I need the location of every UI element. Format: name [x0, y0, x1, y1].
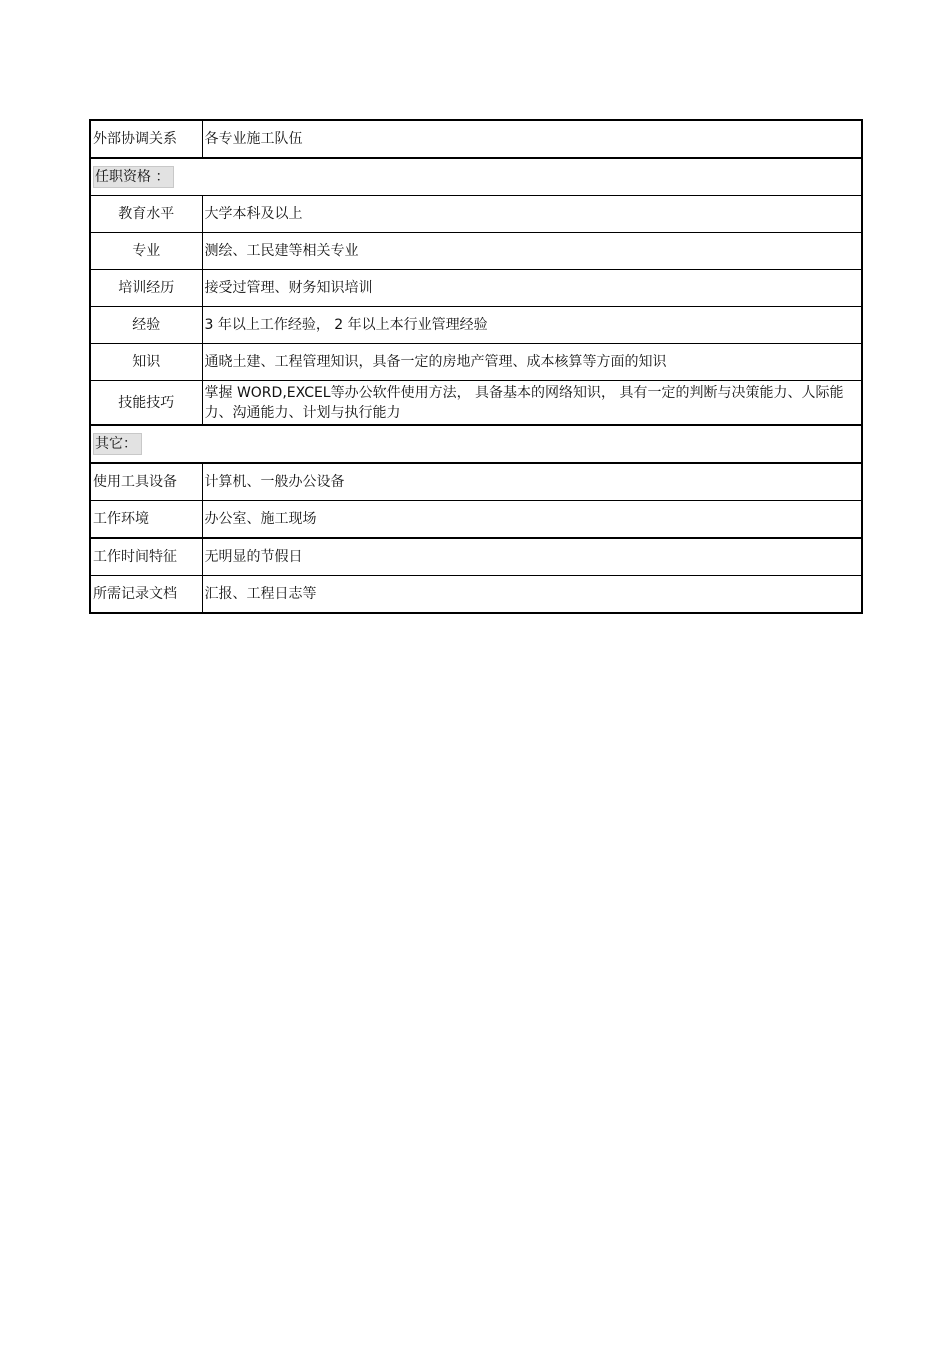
section-label: 其它：: [93, 433, 142, 455]
row-label: 工作时间特征: [90, 538, 202, 576]
section-header-qualifications: [90, 158, 862, 196]
row-value: 通晓土建、工程管理知识，具备一定的房地产管理、成本核算等方面的知识: [202, 344, 862, 381]
table-row: [90, 233, 862, 270]
section-label: 任职资格 ：: [93, 166, 174, 188]
row-value: 办公室、施工现场: [202, 501, 862, 539]
row-value: 接受过管理、财务知识培训: [202, 270, 862, 307]
row-value: 各专业施工队伍: [202, 120, 862, 158]
row-value: 掌握 WORD,EXCEL等办公软件使用方法， 具备基本的网络知识， 具有一定的判断与决策能力、人际能力、沟通能力、计划与执行能力: [202, 381, 862, 426]
table-row: [90, 270, 862, 307]
table-row: [90, 120, 862, 158]
row-label: 所需记录文档: [90, 576, 202, 614]
table-row: [90, 307, 862, 344]
table-row: [90, 463, 862, 501]
table-row: [90, 381, 862, 426]
table-row: [90, 196, 862, 233]
row-value: 汇报、工程日志等: [202, 576, 862, 614]
section-row: [90, 425, 862, 463]
section-header-other: [90, 425, 862, 463]
job-requirements-table: [89, 119, 863, 614]
row-value: 3 年以上工作经验， 2 年以上本行业管理经验: [202, 307, 862, 344]
row-label: 工作环境: [90, 501, 202, 539]
row-label: 教育水平: [90, 196, 202, 233]
table-row: [90, 538, 862, 576]
row-label: 外部协调关系: [90, 120, 202, 158]
row-value: 测绘、工民建等相关专业: [202, 233, 862, 270]
row-value: 大学本科及以上: [202, 196, 862, 233]
row-label: 经验: [90, 307, 202, 344]
table-row: [90, 344, 862, 381]
row-label: 知识: [90, 344, 202, 381]
row-label: 技能技巧: [90, 381, 202, 426]
row-label: 使用工具设备: [90, 463, 202, 501]
table-row: [90, 501, 862, 539]
row-value: 计算机、一般办公设备: [202, 463, 862, 501]
row-label: 专业: [90, 233, 202, 270]
table-row: [90, 576, 862, 614]
row-label: 培训经历: [90, 270, 202, 307]
row-value: 无明显的节假日: [202, 538, 862, 576]
section-row: [90, 158, 862, 196]
